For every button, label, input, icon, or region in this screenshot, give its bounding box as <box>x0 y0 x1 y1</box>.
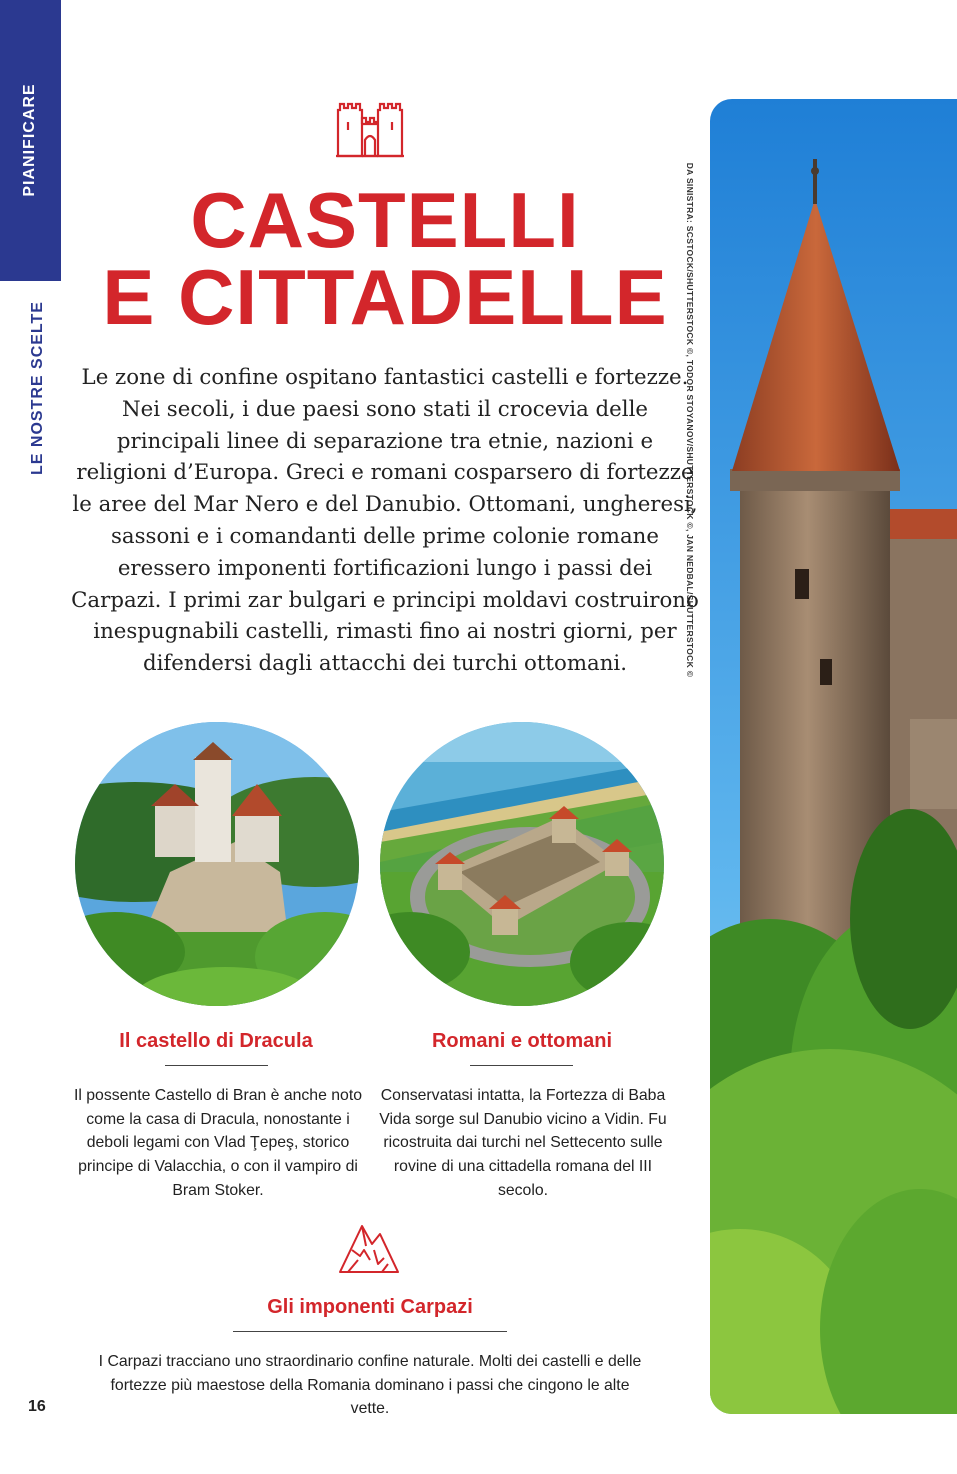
baba-vida-fortress-photo <box>380 722 664 1006</box>
page-title-line1: CASTELLI <box>190 176 580 264</box>
feature-text-dracula: Il possente Castello di Bran è anche noto come la casa di Dracula, nonostante i deboli legami con Vlad Ţepeş, storico principe di Valacchia, o con il vampiro di Bram Stoker. <box>73 1087 363 1199</box>
page-number: 16 <box>28 1398 46 1415</box>
section-tab <box>0 0 61 281</box>
section-tab-label: PIANIFICARE <box>21 83 38 197</box>
photo-credit: DA SINISTRA: SCSTOCK/SHUTTERSTOCK ©, TODOR STOYANOV/SHUTTERSTOCK ©, JAN NEDBAL/SHUTTERSTOCK © <box>685 162 695 678</box>
mountain-icon <box>338 1220 400 1275</box>
castle-tower-photo <box>710 99 957 1414</box>
subsection-label: LE NOSTRE SCELTE <box>29 301 46 475</box>
feature-divider <box>470 1065 573 1066</box>
bran-castle-photo <box>75 722 359 1006</box>
carpazi-heading: Gli imponenti Carpazi <box>267 1296 473 1318</box>
page-title-line2: E CITTADELLE <box>102 253 668 341</box>
intro-paragraph: Le zone di confine ospitano fantastici castelli e fortezze. Nei secoli, i due paesi sono stati il crocevia delle principali linee di separazione tra etnie, nazioni e religioni d’Europa. Greci e romani cosparsero di fortezze le aree del Mar Nero e del Danubio. Ottomani, ungheresi, sassoni e i comandanti delle prime colonie romane eressero imponenti fortificazioni lungo i passi dei Carpazi. I primi zar bulgari e principi moldavi costruirono inespugnabili castelli, rimasti fino ai nostri giorni, per difendersi dagli attacchi dei turchi ottomani. <box>71 365 699 677</box>
carpazi-divider <box>233 1331 507 1332</box>
castle-icon <box>334 88 406 160</box>
feature-divider <box>165 1065 268 1066</box>
feature-text-romani: Conservatasi intatta, la Fortezza di Baba Vida sorge sul Danubio vicino a Vidin. Fu ricostruita dai turchi nel Settecento sulle rovine di una cittadella romana del III secolo. <box>379 1087 667 1199</box>
feature-heading-dracula: Il castello di Dracula <box>119 1030 313 1052</box>
feature-heading-romani: Romani e ottomani <box>431 1030 612 1052</box>
carpazi-text: I Carpazi tracciano uno straordinario confine naturale. Molti dei castelli e delle fortezze più maestose della Romania dominano i passi che cingono le alte vette. <box>98 1353 642 1418</box>
